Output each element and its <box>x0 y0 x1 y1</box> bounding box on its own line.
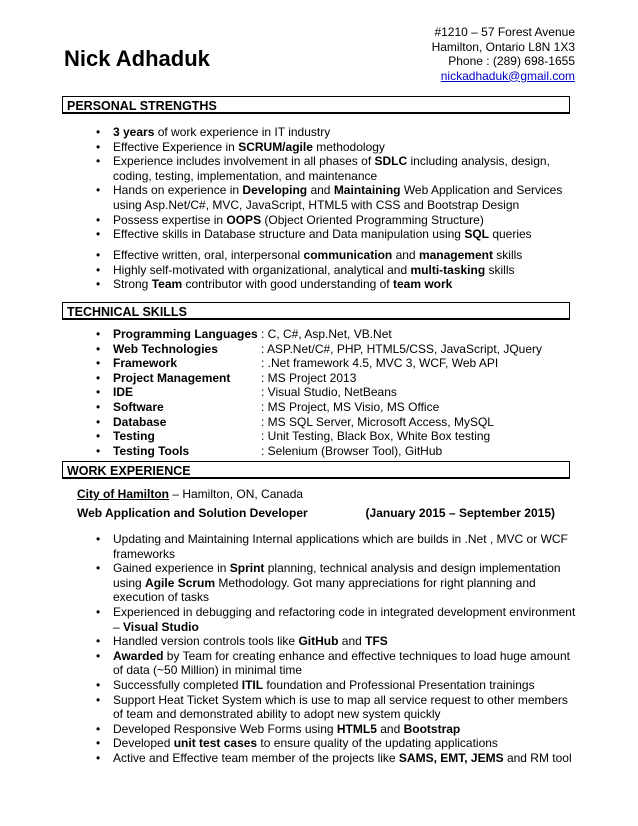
skill-category: • Framework <box>113 356 178 371</box>
emphasis-text: Agile Scrum <box>145 575 216 590</box>
skill-category: • Programming Languages <box>113 327 258 341</box>
work-duties-list <box>90 532 580 766</box>
emphasis-text: OOPS <box>226 212 262 227</box>
list-item <box>90 227 580 242</box>
item-text: Hands on experience in <box>113 183 243 198</box>
emphasis-text: ITIL <box>241 677 264 692</box>
list-item <box>90 140 580 155</box>
list-item <box>90 125 580 140</box>
item-text: Gained experience in <box>113 561 230 576</box>
job-dates: (January 2015 – September 2015) <box>365 506 555 520</box>
list-item <box>90 634 580 649</box>
item-text: skills <box>492 248 523 262</box>
emphasis-text: Developing <box>242 183 308 198</box>
skill-values: : Selenium (Browser Tool), GitHub <box>261 443 443 458</box>
item-text: and <box>307 183 334 198</box>
skill-values: : ASP.Net/C#, PHP, HTML5/CSS, JavaScript, JQuery <box>261 341 542 356</box>
contact-block <box>315 25 575 83</box>
item-text: of work experience in IT industry <box>154 125 331 139</box>
emphasis-text: Sprint <box>229 561 265 576</box>
item-text: foundation and Professional Presentation trainings <box>263 677 535 692</box>
skill-values: : C, C#, Asp.Net, VB.Net <box>261 327 392 341</box>
item-text: planning, technical analysis and design implementation using <box>113 561 561 590</box>
skill-row <box>90 356 570 371</box>
item-text: Web Application and Services using Asp.Net/C#, MVC, JavaScript, HTML5 with CSS and Bootstrap Design <box>113 183 563 212</box>
item-text: and <box>392 248 419 262</box>
item-text: skills <box>485 262 515 277</box>
skill-category: • Testing <box>113 429 155 444</box>
section-heading-strengths: PERSONAL STRENGTHS <box>62 96 570 114</box>
skill-values: : MS Project, MS Visio, MS Office <box>261 399 440 414</box>
item-text: to ensure quality of the updating applications <box>257 736 498 751</box>
section-heading-work: WORK EXPERIENCE <box>62 461 570 479</box>
skill-values: : MS Project 2013 <box>261 370 357 385</box>
emphasis-text: Bootstrap <box>403 721 461 736</box>
item-text: Experienced in debugging and refactoring code in integrated development environment – <box>113 604 576 634</box>
item-text: Updating and Maintaining Internal applications which are builds in .Net , MVC or WCF frameworks <box>113 532 568 561</box>
technical-skills-list <box>90 327 570 458</box>
skill-row <box>90 327 570 342</box>
job-role: Web Application and Solution Developer <box>77 506 308 520</box>
list-item <box>90 736 580 751</box>
skill-category: • Software <box>113 399 164 414</box>
section-heading-technical: TECHNICAL SKILLS <box>62 302 570 320</box>
list-item <box>90 263 580 278</box>
skill-category: • Testing Tools <box>113 443 190 458</box>
item-text: queries <box>488 227 532 242</box>
list-item <box>90 277 580 292</box>
item-text: Possess expertise in <box>113 212 227 227</box>
item-text: Successfully completed <box>113 677 242 692</box>
skill-row <box>90 371 570 386</box>
skill-category: • IDE <box>113 385 134 400</box>
item-text: Support Heat Ticket System which is use to map all service request to other members of team and demonstrated ability to adopt new system quickly <box>113 692 568 722</box>
emphasis-text: SDLC <box>374 154 408 169</box>
emphasis-text: team work <box>392 277 453 292</box>
item-text: and <box>376 721 404 736</box>
item-text: Methodology. Got many appreciations for right planning and execution of tasks <box>113 575 536 605</box>
list-item <box>90 183 580 212</box>
item-text: contributor with good understanding of <box>182 277 393 292</box>
item-text: (Object Oriented Programming Structure) <box>261 212 484 227</box>
item-text: Highly self-motivated with organizational, analytical and <box>113 262 411 277</box>
candidate-name: Nick Adhaduk <box>64 46 210 71</box>
emphasis-text: Visual Studio <box>123 619 199 634</box>
job-organization <box>77 487 303 501</box>
item-text: Handled version controls tools like <box>113 634 299 649</box>
emphasis-text: Maintaining <box>333 183 401 198</box>
skill-row <box>90 400 570 415</box>
emphasis-text: SAMS, EMT, JEMS <box>398 750 504 765</box>
skill-values: : MS SQL Server, Microsoft Access, MySQL <box>261 414 494 429</box>
emphasis-text: 3 years <box>113 125 155 139</box>
list-item <box>90 532 580 561</box>
list-item <box>90 561 580 605</box>
emphasis-text: GitHub <box>298 634 339 649</box>
list-item <box>90 605 580 634</box>
skill-row <box>90 429 570 444</box>
job-title-row <box>77 506 555 520</box>
skill-category: • Database <box>113 414 167 429</box>
item-text: including analysis, design, coding, testing, implementation, and maintenance <box>113 154 550 183</box>
skill-values: : .Net framework 4.5, MVC 3, WCF, Web API <box>261 356 499 371</box>
strengths-list <box>90 125 580 242</box>
item-text: Active and Effective team member of the projects like <box>113 750 399 765</box>
list-item <box>90 678 580 693</box>
list-item <box>90 693 580 722</box>
emphasis-text: SCRUM/agile <box>238 139 313 154</box>
item-text: Effective written, oral, interpersonal <box>113 248 304 262</box>
emphasis-text: communication <box>303 248 393 262</box>
item-text: Developed <box>113 736 174 751</box>
emphasis-text: TFS <box>365 634 388 649</box>
skill-values: : Visual Studio, NetBeans <box>261 385 397 400</box>
emphasis-text: multi-tasking <box>410 262 486 277</box>
skill-row <box>90 342 570 357</box>
skill-row <box>90 415 570 430</box>
employer-location: – Hamilton, ON, Canada <box>169 487 304 501</box>
emphasis-text: unit test cases <box>173 736 258 751</box>
employer-name: City of Hamilton <box>77 487 169 501</box>
phone-number: Phone : (289) 698-1655 <box>448 54 575 68</box>
item-text: Effective skills in Database structure and Data manipulation using <box>113 227 465 242</box>
list-item <box>90 213 580 228</box>
emphasis-text: management <box>418 248 493 262</box>
email-link[interactable]: nickadhaduk@gmail.com <box>440 68 575 83</box>
skill-row <box>90 385 570 400</box>
item-text: and <box>338 634 366 649</box>
skill-row <box>90 444 570 459</box>
address-line-1: #1210 – 57 Forest Avenue <box>434 25 575 39</box>
list-item <box>90 722 580 737</box>
list-item <box>90 649 580 678</box>
item-text: Effective Experience in <box>113 139 239 154</box>
list-item <box>90 751 580 766</box>
address-line-2: Hamilton, Ontario L8N 1X3 <box>431 39 575 54</box>
skill-category: • Web Technologies <box>113 341 218 356</box>
strengths-list-2 <box>90 248 580 292</box>
item-text: Developed Responsive Web Forms using <box>113 721 337 736</box>
skill-category: • Project Management <box>113 370 231 385</box>
item-text: by Team for creating enhance and effective techniques to load huge amount of data (~50 Million) in minimal time <box>113 648 570 678</box>
skill-values: : Unit Testing, Black Box, White Box testing <box>261 429 491 444</box>
emphasis-text: HTML5 <box>336 721 377 736</box>
item-text: methodology <box>312 139 385 154</box>
emphasis-text: Team <box>151 277 183 292</box>
list-item <box>90 154 580 183</box>
item-text: Experience includes involvement in all phases of <box>113 154 375 169</box>
item-text: Strong <box>113 277 152 292</box>
emphasis-text: Awarded <box>113 648 164 663</box>
item-text: and RM tool <box>503 750 572 765</box>
list-item <box>90 248 580 263</box>
emphasis-text: SQL <box>464 227 489 242</box>
